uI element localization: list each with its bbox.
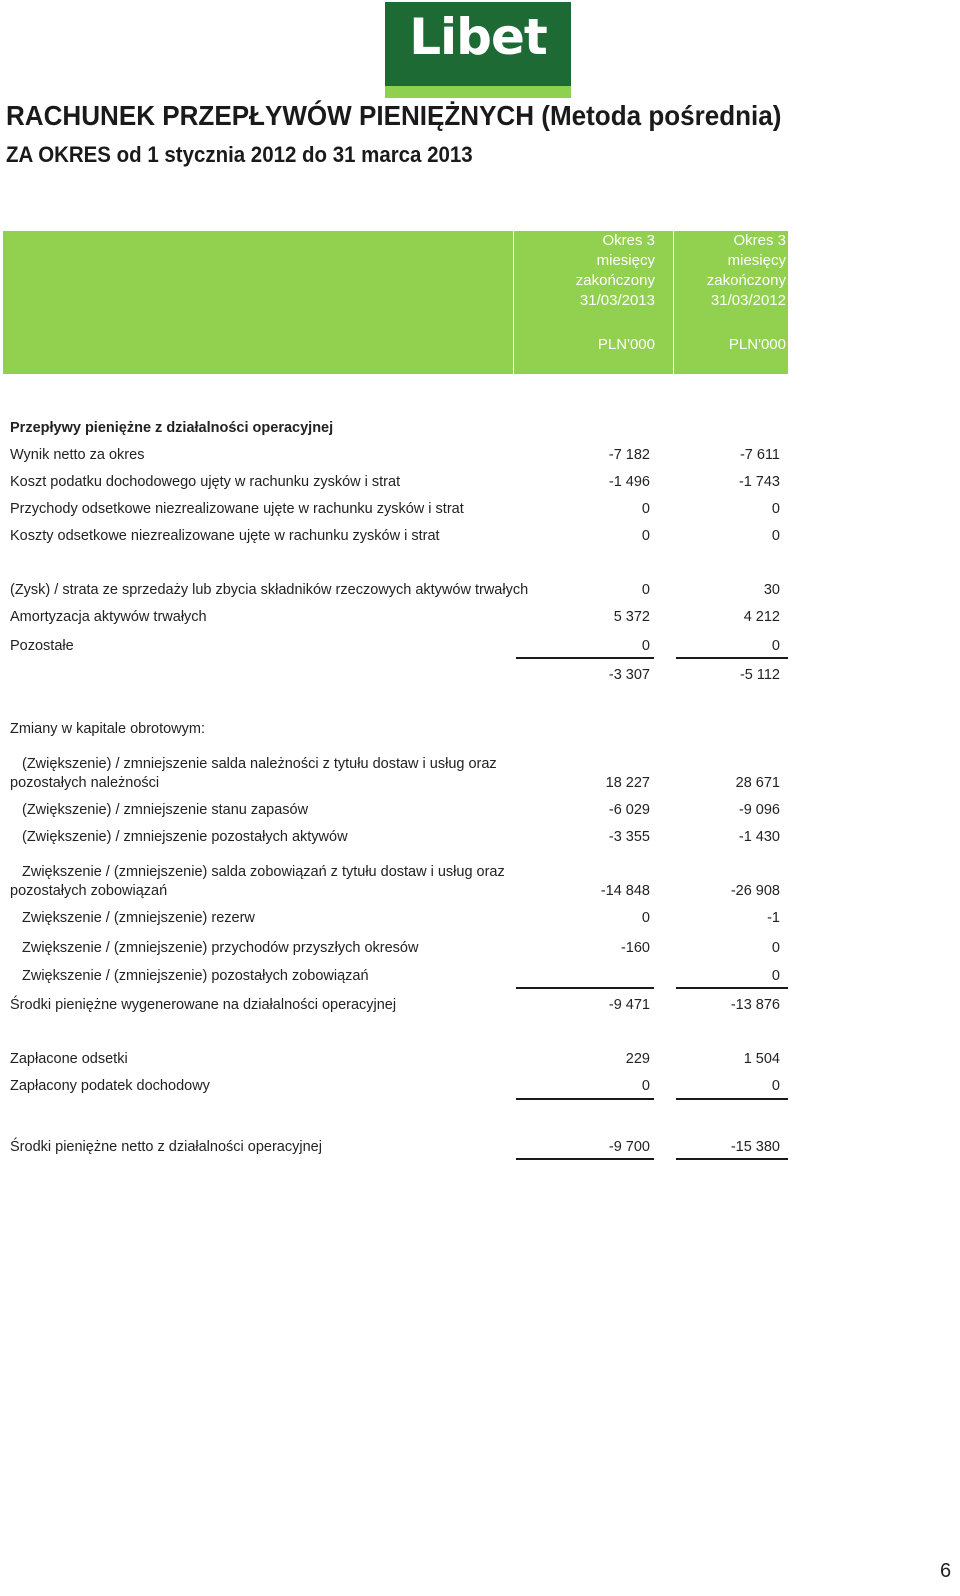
subtotal-rule	[676, 987, 788, 989]
row-value-2012: -15 380	[730, 1139, 780, 1155]
row-value-2012: -1 743	[738, 474, 780, 490]
subtotal-value-2012: -5 112	[739, 667, 780, 683]
col2-line1: Okres 3	[733, 232, 786, 249]
row-value-2012: 4 212	[743, 609, 780, 625]
subtotal-value-2013: -3 307	[608, 667, 650, 683]
row-value-2013: -1 496	[608, 474, 650, 490]
total-rule	[676, 1158, 788, 1160]
row-value-2013: 0	[641, 528, 650, 544]
row-value-2012: 0	[771, 940, 780, 956]
row-value-2013: -9 700	[608, 1139, 650, 1155]
col2-line4: 31/03/2012	[710, 292, 786, 309]
row-value-2012: -13 876	[730, 997, 780, 1013]
row-value-2012: -1 430	[738, 829, 780, 845]
total-rule	[516, 1158, 654, 1160]
row-value-2012: 0	[771, 638, 780, 654]
page-number: 6	[940, 1560, 952, 1582]
row-value-2012: -1	[767, 910, 780, 926]
col1-line4: 31/03/2013	[579, 292, 655, 309]
page-subtitle: ZA OKRES od 1 stycznia 2012 do 31 marca 2013	[6, 142, 473, 167]
row-label-line2: pozostałych należności	[10, 775, 160, 791]
row-value-2012: 0	[771, 528, 780, 544]
row-label-line1: Zwiększenie / (zmniejszenie) salda zobowiązań z tytułu dostaw i usług oraz	[22, 864, 505, 880]
logo-wordmark: Libet	[409, 8, 547, 66]
col1-currency: PLN'000	[597, 336, 655, 353]
row-value-2013: 0	[641, 638, 650, 654]
row-label: Środki pieniężne netto z działalności operacyjnej	[10, 1139, 322, 1155]
row-label: Zwiększenie / (zmniejszenie) rezerw	[22, 910, 255, 926]
working-capital-heading: Zmiany w kapitale obrotowym:	[10, 721, 206, 737]
row-value-2013: 18 227	[605, 775, 650, 791]
col1-line3: zakończony	[575, 272, 655, 289]
subtotal-rule	[516, 987, 654, 989]
col2-currency: PLN'000	[728, 336, 786, 353]
row-label: Koszt podatku dochodowego ujęty w rachunku zysków i strat	[10, 474, 401, 490]
col2-line2: miesięcy	[727, 252, 786, 269]
row-value-2013: 229	[625, 1051, 650, 1067]
row-value-2012: 1 504	[743, 1051, 780, 1067]
row-label: Zapłacony podatek dochodowy	[10, 1078, 210, 1094]
row-label: Amortyzacja aktywów trwałych	[10, 609, 207, 625]
row-value-2012: -26 908	[730, 883, 780, 899]
col1-line1: Okres 3	[602, 232, 655, 249]
subtotal-rule	[516, 1098, 654, 1100]
row-label: Zapłacone odsetki	[10, 1051, 128, 1067]
row-value-2012: -9 096	[738, 802, 780, 818]
section-operating-heading: Przepływy pieniężne z działalności operacyjnej	[10, 420, 334, 436]
row-value-2013: 0	[641, 582, 650, 598]
row-label: Wynik netto za okres	[10, 447, 145, 463]
column-header-2013	[518, 231, 655, 311]
row-value-2013: -6 029	[608, 802, 650, 818]
row-value-2012: 30	[763, 582, 780, 598]
row-label: (Zwiększenie) / zmniejszenie stanu zapasów	[22, 802, 309, 818]
row-value-2012: 0	[771, 1078, 780, 1094]
row-value-2013: 0	[641, 910, 650, 926]
row-label: Środki pieniężne wygenerowane na działalności operacyjnej	[10, 997, 397, 1013]
col1-line2: miesięcy	[596, 252, 655, 269]
row-value-2013: 0	[641, 501, 650, 517]
row-label: (Zwiększenie) / zmniejszenie pozostałych aktywów	[22, 829, 348, 845]
subtotal-rule	[516, 657, 654, 659]
row-label: Zwiększenie / (zmniejszenie) pozostałych zobowiązań	[22, 968, 369, 984]
row-label: Zwiększenie / (zmniejszenie) przychodów przyszłych okresów	[22, 940, 419, 956]
row-label: Koszty odsetkowe niezrealizowane ujęte w rachunku zysków i strat	[10, 528, 440, 544]
page-title: RACHUNEK PRZEPŁYWÓW PIENIĘŻNYCH (Metoda pośrednia)	[6, 100, 782, 131]
col2-line3: zakończony	[706, 272, 786, 289]
logo-accent-stripe	[385, 86, 571, 98]
band-divider	[673, 231, 674, 374]
row-value-2013: 0	[641, 1078, 650, 1094]
row-label-line1: (Zwiększenie) / zmniejszenie salda należności z tytułu dostaw i usług oraz	[22, 756, 497, 772]
row-label-line2: pozostałych zobowiązań	[10, 883, 168, 899]
row-value-2013: -9 471	[608, 997, 650, 1013]
band-divider	[513, 231, 514, 374]
row-value-2013: 5 372	[613, 609, 650, 625]
row-value-2013: -3 355	[608, 829, 650, 845]
row-value-2013: -14 848	[600, 883, 650, 899]
subtotal-rule	[676, 657, 788, 659]
column-header-2012	[678, 231, 786, 311]
column-header-band	[3, 231, 788, 374]
row-value-2013: -7 182	[608, 447, 650, 463]
row-value-2012: 0	[771, 501, 780, 517]
subtotal-rule	[676, 1098, 788, 1100]
row-label: Przychody odsetkowe niezrealizowane ujęte w rachunku zysków i strat	[10, 501, 464, 517]
row-value-2012: -7 611	[739, 447, 780, 463]
row-value-2012: 28 671	[735, 775, 780, 791]
row-label: (Zysk) / strata ze sprzedaży lub zbycia składników rzeczowych aktywów trwałych	[10, 582, 529, 598]
row-value-2012: 0	[771, 968, 780, 984]
row-label: Pozostałe	[10, 638, 74, 654]
libet-logo	[385, 2, 571, 98]
row-value-2013: -160	[620, 940, 650, 956]
